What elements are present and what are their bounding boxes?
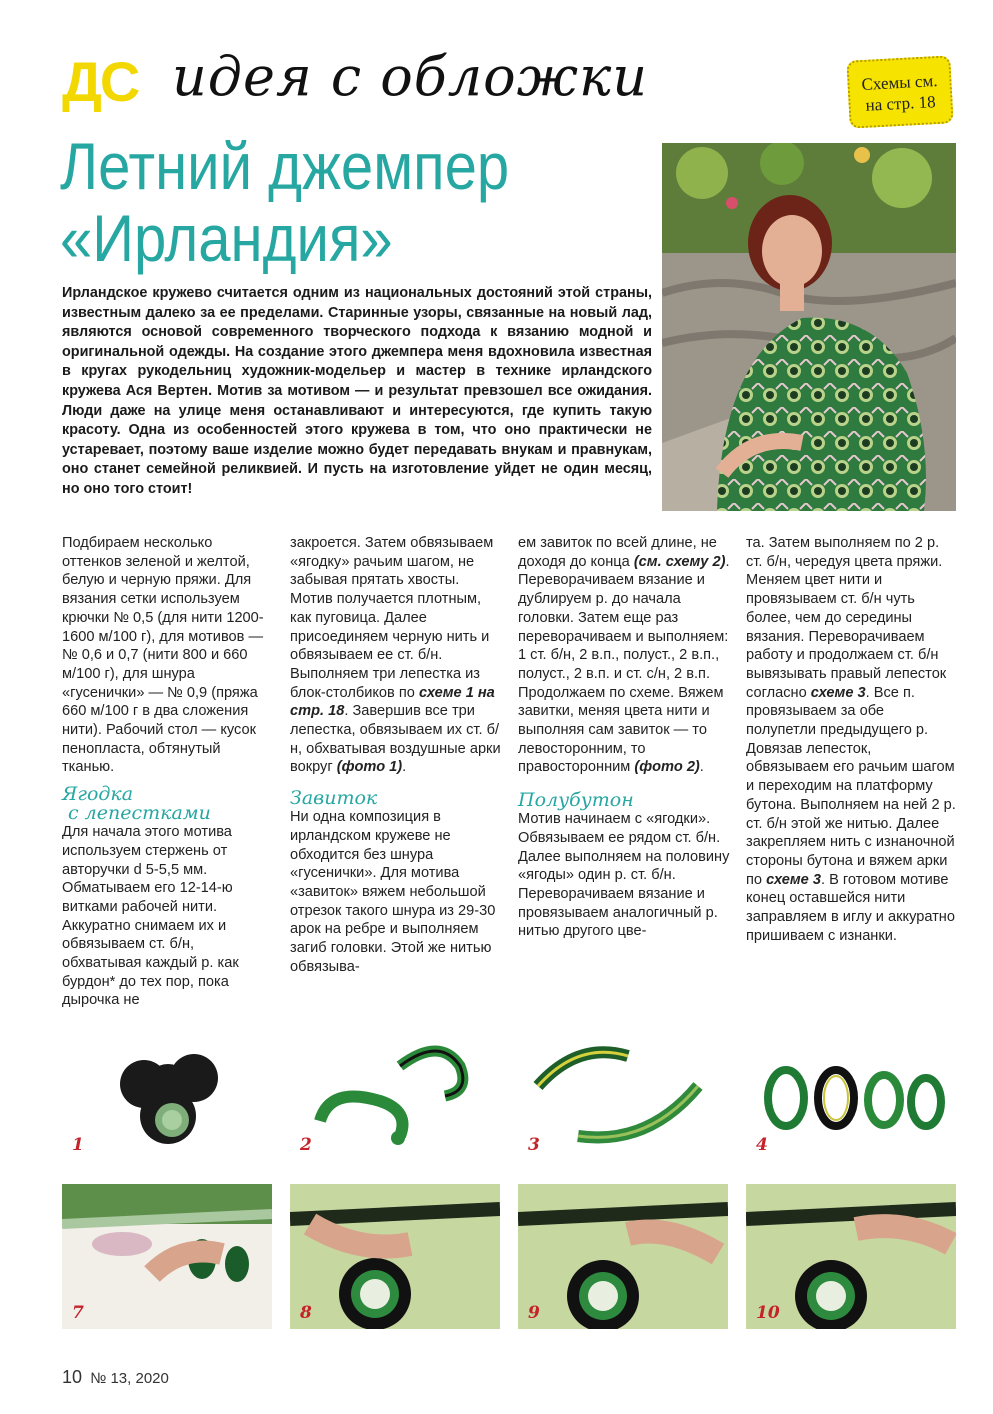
magazine-logo: ДС	[62, 50, 139, 113]
text-column-1	[62, 534, 274, 1010]
photo-10-sewing-motif	[746, 1184, 956, 1329]
subheading-line-2: с лепестками	[68, 802, 211, 825]
page-footer	[62, 1367, 169, 1388]
scheme-reference: схеме 3	[810, 684, 866, 701]
page-number: 10	[62, 1367, 83, 1387]
photo-9-sewing-motif	[518, 1184, 728, 1329]
yagodka-continued-paragraph	[290, 534, 502, 777]
photo-1-berry-motif	[62, 1016, 272, 1161]
text-span: . В готовом мотиве конец оставшейся нити заправляем в иглу и аккуратно пришиваем с изнанки.	[746, 871, 955, 944]
photo-number: 1	[72, 1135, 84, 1155]
subheading-polubuton: Полубутон	[518, 789, 634, 812]
zavitok-paragraph: Ни одна композиция в ирландском кружеве не обходится без шнура «гусенички». Для мотива «завиток» вяжем небольшой отрезок такого шнура из 29-30 арок на ребре и выполняем загиб головки. Этой же нитью обвязыва-	[290, 809, 496, 975]
hero-photo	[662, 143, 956, 511]
text-span: ем завиток по всей длине, не доходя до конца	[518, 535, 717, 570]
badge-line-1: Схемы см.	[861, 71, 938, 94]
text-span: .	[699, 759, 704, 776]
scheme-reference: (см. схему 2)	[633, 553, 726, 570]
photo-3-curl-motifs	[518, 1016, 728, 1161]
photo-number: 8	[300, 1303, 312, 1323]
text-span: закроется. Затем обвязываем «ягодку» рачьим шагом, не забывая прятать хвосты. Мотив получается плотным, как пуговица. Далее присоединяем черную нить и обвязываем ее ст. б/н. Выполняем три лепестка из блок-столбиков по	[290, 535, 494, 701]
text-column-4	[746, 534, 958, 945]
text-span: . Завершив все три лепестка, обвязываем их ст. б/н, обхватывая воздушные арки вокруг	[290, 703, 501, 776]
title-line-1: Летний джемпер	[60, 129, 510, 203]
photo-2-curl-motifs	[290, 1016, 500, 1161]
scheme-reference: схеме 1 на стр. 18	[290, 684, 495, 720]
yagodka-paragraph: Для начала этого мотива используем стержень от авторучки d 5-5,5 мм. Обматываем его 12-14-ю витками рабочей нити. Аккуратно снимаем их и обвязываем ст. б/н, обхватывая каждый р. как бурдон* до тех пор, пока дырочка не	[62, 824, 239, 1009]
text-span: .	[402, 759, 407, 776]
photo-number: 9	[528, 1303, 540, 1323]
polubuton-paragraph: Мотив начинаем с «ягодки». Обвязываем ее рядом ст. б/н. Далее выполняем на половину «ягоды» один р. ст. б/н. Переворачиваем вязание и провязываем аналогичный р. нитью другого цве-	[518, 811, 730, 940]
text-column-3	[518, 534, 730, 941]
badge-line-2: на стр. 18	[865, 92, 937, 115]
photo-number: 3	[528, 1135, 540, 1155]
text-span: та. Затем выполняем по 2 р. ст. б/н, чередуя цвета пряжи. Меняем цвет нити и провязываем ст. б/н чуть более, чем до середины вязания. Переворачиваем работу и продолжаем ст. б/н вывязывать правый лепесток согласно	[746, 535, 947, 701]
title-line-2: «Ирландия»	[60, 201, 393, 275]
photo-7-sewing-motifs	[62, 1184, 272, 1329]
issue-number: № 13, 2020	[90, 1370, 169, 1387]
text-column-2	[290, 534, 502, 976]
subheading-line-1: Ягодка	[62, 783, 134, 806]
photo-number: 10	[756, 1303, 780, 1323]
intro-paragraph: Ирландское кружево считается одним из национальных достояний этой страны, известным далеко за ее пределами. Старинные узоры, связанные на новый лад, являются основой современного творческого подхода к вязанию модной и оригинальной одежды. На создание этого джемпера меня вдохновила известная в кругах рукодельниц художник-модельер и мастер в технике ирландского кружева Ася Вертен. Мотив за мотивом — и результат превзошел все ожидания. Люди даже на улице меня останавливают и интересуются, где купить такую красоту. Одна из особенностей этого кружева в том, что оно практически не устаревает, поэтому ваше изделие можно будет передавать внукам и правнукам, оно станет семейной реликвией. И пусть на изготовление уйдет не один месяц, но оно того стоит!	[62, 285, 652, 497]
section-title: идея с обложки	[172, 45, 649, 108]
photo-8-sewing-motif	[290, 1184, 500, 1329]
polubuton-continued-paragraph	[746, 534, 958, 945]
materials-paragraph: Подбираем несколько оттенков зеленой и желтой, белую и черную пряжи. Для вязания сетки используем крючки № 0,5 (для нити 1200-1600 м/100 г), для мотивов — № 0,6 и 0,7 (нити 800 и 660 м/100 г), для шнура «гусенички» — № 0,9 (пряжа 660 м/100 г в два сложения нити). Рабочий стол — кусок пенопласта, обтянутый тканью.	[62, 535, 264, 776]
photo-reference: (фото 2)	[634, 759, 700, 776]
photo-number: 4	[756, 1135, 768, 1155]
photo-4-leaf-motifs	[746, 1016, 956, 1161]
photo-number: 2	[300, 1135, 312, 1155]
scheme-reference: схеме 3	[766, 871, 821, 888]
zavitok-continued-paragraph	[518, 534, 730, 777]
article-title	[60, 130, 509, 274]
photo-reference: (фото 1)	[336, 759, 403, 776]
photo-number: 7	[72, 1303, 84, 1323]
subheading-zavitok: Завиток	[290, 787, 378, 810]
schemes-badge	[846, 55, 953, 128]
subheading-yagodka	[62, 785, 274, 823]
text-span: . Все п. провязываем за обе полупетли предыдущего р. Довязав лепесток, обвязываем его рачьим шагом и переходим на платформу бутона. Выполняем на ней 2 р. ст. б/н этой же нитью. Далее закрепляем нить с изнаночной стороны бутона и вяжем арки по	[746, 684, 956, 888]
text-span: . Переворачиваем вязание и дублируем р. до начала головки. Затем еще раз переворачиваем и выполняем: 1 ст. б/н, 2 в.п., полуст., 2 в.п., полуст., 2 в.п. и ст. с/н, 2 в.п. Продолжаем по схеме. Вяжем завитки, меняя цвета нити и выполняя сам завиток — то левосторонним, то правосторонним	[518, 553, 730, 776]
